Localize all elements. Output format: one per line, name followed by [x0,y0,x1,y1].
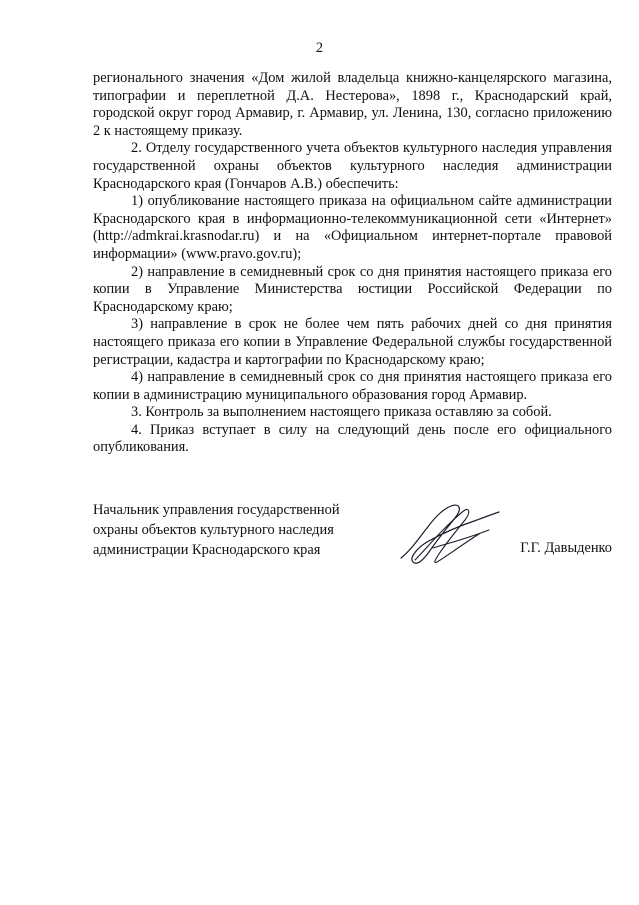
paragraph-item-2: 2. Отделу государственного учета объектов культурного наследия управления государственной охраны объектов культурного наследия администрации Краснодарского края (Гончаров А.В.) обеспечить: [93,140,612,192]
document-body [93,70,612,457]
paragraph-continuation: регионального значения «Дом жилой владельца книжно-канцелярского магазина, типографии и переплетной Д.А. Нестерова», 1898 г., Краснодарский край, городской округ город Армавир, г. Армавир, ул. Ленина, 130, согласно приложению 2 к настоящему приказу. [93,70,612,139]
paragraph-item-3: 3. Контроль за выполнением настоящего приказа оставляю за собой. [131,404,552,421]
handwritten-signature [393,500,503,572]
paragraph-subitem-3: 3) направление в срок не более чем пять рабочих дней со дня принятия настоящего приказа его копии в Управление Федеральной службы государственной регистрации, кадастра и картографии по Краснодарскому краю; [93,316,612,368]
paragraph-subitem-1: 1) опубликование настоящего приказа на официальном сайте администрации Краснодарского края в информационно-телекоммуникационной сети «Интернет» (http://admkrai.krasnodar.ru) и на «Официальном интернет-портале правовой информации» (www.pravo.gov.ru); [93,193,612,262]
signatory-title [93,500,373,560]
signatory-title-line: Начальник управления государственной [93,502,340,518]
signatory-title-line: администрации Краснодарского края [93,542,321,558]
paragraph-subitem-4: 4) направление в семидневный срок со дня принятия настоящего приказа его копии в администрацию муниципального образования город Армавир. [93,369,612,403]
signature-block [93,500,612,580]
paragraph-item-4: 4. Приказ вступает в силу на следующий день после его официального опубликования. [93,421,612,456]
paragraph-subitem-2: 2) направление в семидневный срок со дня принятия настоящего приказа его копии в Управление Министерства юстиции Российской Федерации по Краснодарскому краю; [93,263,612,315]
page-number: 2 [315,40,324,56]
signatory-name: Г.Г. Давыденко [520,540,612,556]
signatory-title-line: охраны объектов культурного наследия [93,522,334,538]
